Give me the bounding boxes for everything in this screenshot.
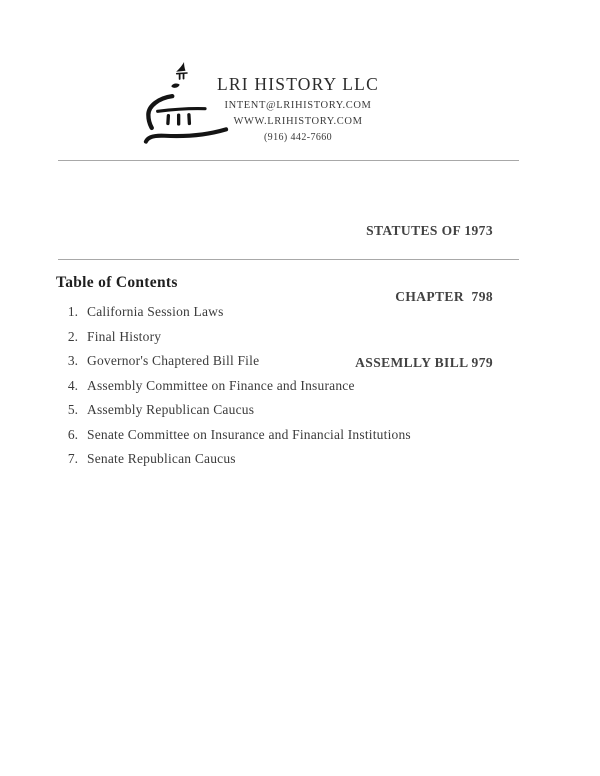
assembly-bill-line: ASSEMLLY BILL 979 [355,355,493,370]
toc-item-label: Senate Republican Caucus [87,451,236,466]
website-line: WWW.LRIHISTORY.COM [233,116,363,127]
toc-item-number: 1. [67,304,78,319]
toc-list [0,305,600,477]
email-line: INTENT@LRIHISTORY.COM [224,100,372,111]
toc-item [0,379,600,393]
toc-title: Table of Contents [56,274,178,291]
toc-item-number: 4. [67,377,78,393]
toc-item-label: Final History [87,328,162,344]
toc-item-number: 3. [67,353,78,368]
statutes-line: STATUTES OF 1973 [366,223,493,238]
toc-item-label: California Session Laws [87,304,224,319]
toc-item [0,354,600,368]
toc-item-number: 2. [67,328,78,344]
chapter-line: CHAPTER 798 [395,289,493,304]
letterhead [183,74,413,143]
toc-item [0,330,600,344]
toc-item-label: Assembly Republican Caucus [87,402,255,417]
phone-line: (916) 442-7660 [263,132,333,143]
toc-item [0,403,600,417]
toc-item-label: Governor's Chaptered Bill File [87,353,260,368]
toc-item-number: 5. [67,402,78,417]
toc-item-label: Senate Committee on Insurance and Financial Institutions [87,426,411,442]
toc-item-number: 7. [67,451,78,466]
toc-item-number: 6. [67,426,78,442]
toc-item [0,305,600,319]
toc-item [0,428,600,442]
toc-item-label: Assembly Committee on Finance and Insurance [87,377,355,393]
company-name: LRI HISTORY LLC [217,74,379,94]
divider-top [58,160,519,161]
toc-item [0,452,600,466]
